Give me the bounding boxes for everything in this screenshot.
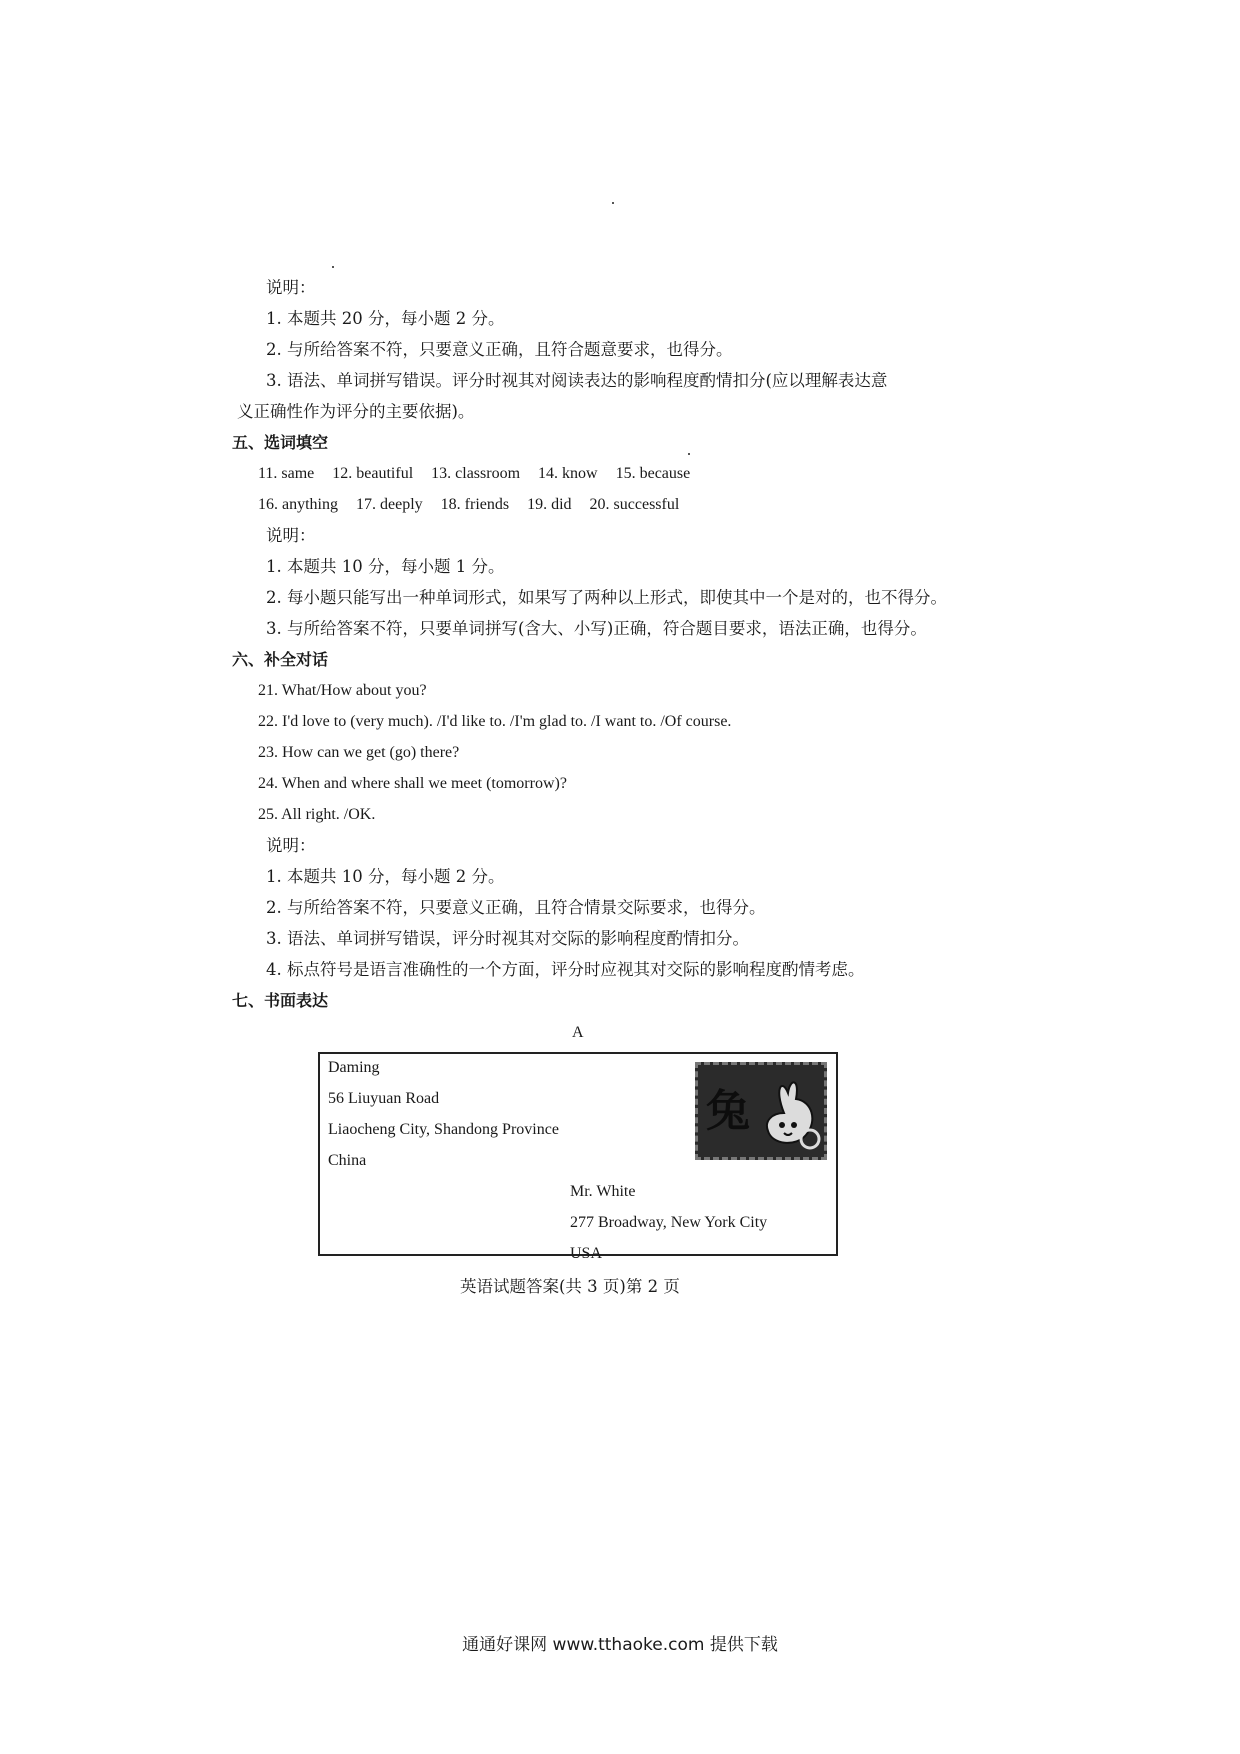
section7-title: 七、书面表达 <box>232 991 329 1010</box>
recipient-country: USA <box>570 1245 603 1262</box>
section5-note-1: 1. 本题共 10 分，每小题 1 分。 <box>266 557 505 576</box>
section6-note-2: 2. 与所给答案不符，只要意义正确，且符合情景交际要求，也得分。 <box>266 898 766 917</box>
notes1-item-4: 义正确性作为评分的主要依据)。 <box>237 402 475 421</box>
footer-download-note: 通通好课网 www.tthaoke.com 提供下载 <box>462 1635 778 1655</box>
section5-note-2: 2. 每小题只能写出一种单词形式，如果写了两种以上形式，即使其中一个是对的，也不得分。 <box>266 588 947 607</box>
answer-18: 18. friends <box>440 496 510 513</box>
sender-city: Liaocheng City, Shandong Province <box>328 1121 559 1138</box>
section6-note-3: 3. 语法、单词拼写错误，评分时视其对交际的影响程度酌情扣分。 <box>266 929 749 948</box>
section5-notes-label: 说明： <box>266 526 316 545</box>
answer-19: 19. did <box>527 496 572 513</box>
notes1-label: 说明： <box>266 278 316 297</box>
answer-13: 13. classroom <box>431 465 521 482</box>
envelope <box>318 1052 838 1262</box>
section5-answers-row2 <box>258 494 697 516</box>
section6-notes-label: 说明： <box>266 836 316 855</box>
rabbit-stamp <box>695 1062 827 1160</box>
section5-note-3: 3. 与所给答案不符，只要单词拼写(含大、小写)正确，符合题目要求，语法正确，也得分。 <box>266 619 927 638</box>
page-label: 英语试题答案(共 3 页)第 2 页 <box>460 1277 680 1296</box>
sender-name: Daming <box>328 1059 380 1076</box>
section5-answers-row1 <box>258 463 708 485</box>
section5-title: 五、选词填空 <box>232 433 329 452</box>
recipient-name: Mr. White <box>570 1183 636 1200</box>
notes1-item-3: 3. 语法、单词拼写错误。评分时视其对阅读表达的影响程度酌情扣分(应以理解表达意 <box>266 371 888 390</box>
section6-note-4: 4. 标点符号是语言准确性的一个方面，评分时应视其对交际的影响程度酌情考虑。 <box>266 960 865 979</box>
sender-street: 56 Liuyuan Road <box>328 1090 440 1107</box>
notes1-item-2: 2. 与所给答案不符，只要意义正确，且符合题意要求，也得分。 <box>266 340 733 359</box>
answer-11: 11. same <box>258 465 315 482</box>
scan-speck <box>688 453 690 455</box>
section6-title: 六、补全对话 <box>232 650 329 669</box>
dialogue-answer-21: 21. What/How about you? <box>258 682 427 699</box>
answer-17: 17. deeply <box>356 496 423 513</box>
dialogue-answer-22: 22. I'd love to (very much). /I'd like to. /I'm glad to. /I want to. /Of course. <box>258 713 732 730</box>
answer-14: 14. know <box>538 465 598 482</box>
answer-16: 16. anything <box>258 496 338 513</box>
rabbit-icon <box>754 1073 824 1153</box>
notes1-item-1: 1. 本题共 20 分，每小题 2 分。 <box>266 309 505 328</box>
scan-speck <box>612 202 614 204</box>
part-label: A <box>572 1024 584 1041</box>
sender-country: China <box>328 1152 367 1169</box>
recipient-street: 277 Broadway, New York City <box>570 1214 768 1231</box>
answer-20: 20. successful <box>589 496 680 513</box>
section6-note-1: 1. 本题共 10 分，每小题 2 分。 <box>266 867 505 886</box>
dialogue-answer-24: 24. When and where shall we meet (tomorrow)? <box>258 775 567 792</box>
stamp-character: 兔 <box>706 1086 750 1137</box>
dialogue-answer-23: 23. How can we get (go) there? <box>258 744 460 761</box>
scan-speck <box>332 266 334 268</box>
dialogue-answer-25: 25. All right. /OK. <box>258 806 376 823</box>
answer-12: 12. beautiful <box>332 465 414 482</box>
answer-15: 15. because <box>615 465 691 482</box>
